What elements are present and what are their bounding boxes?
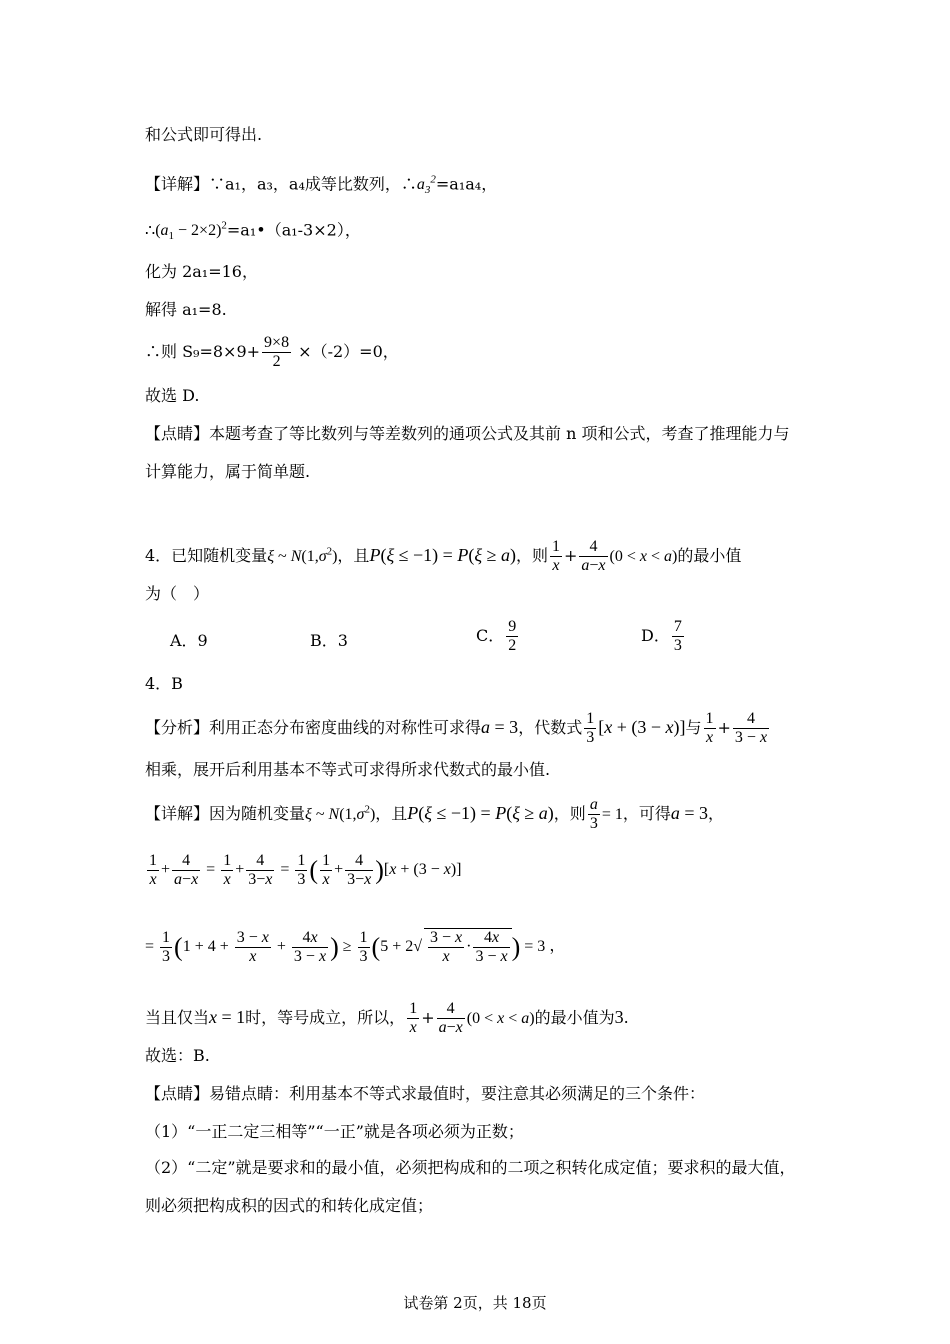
- math-a3-squared: $a_3^2$: [416, 174, 436, 197]
- text: 本题考查了等比数列与等差数列的通项公式及其前 n 项和公式，考查了推理能力与: [209, 424, 790, 443]
- option-d: D． $\frac{7}{3}$: [641, 618, 682, 654]
- section-tag: 【分析】: [145, 718, 210, 737]
- option-b: B．3: [310, 631, 348, 650]
- section-tag: 【点睛】: [145, 1084, 210, 1103]
- text: =a₁a₄，: [435, 174, 498, 194]
- math-range: (0 < x < a): [609, 548, 678, 565]
- text: ∴则 S₉=8×9+: [145, 342, 261, 361]
- text-line: 则必须把构成积的因式的和转化成定值；: [145, 1196, 434, 1215]
- math-expression: $(a_1 - 2\times 2)^2$: [155, 220, 227, 243]
- equation-line: [145, 216, 361, 247]
- therefore-symbol: ∴: [145, 220, 156, 240]
- text-line: 故选 D.: [145, 386, 200, 405]
- text-line: 和公式即可得出.: [145, 125, 263, 144]
- page-footer: 试卷第 2页，共 18页: [403, 1294, 547, 1312]
- sum-line: [145, 334, 399, 371]
- condition-line: 当且仅当x = 1时，等号成立，所以， $\frac{1}{x}$ + $\frac{4}{a-x}$ (0 < x < a)的最小值为3.: [145, 1000, 629, 1036]
- detail-line: 【详解】因为随机变量ξ ~ $N(1,\sigma^2)$，且P(ξ ≤ −1) = P(ξ ≥ a)，则 $\frac{a}{3}$ = 1，可得a = 3，: [145, 796, 725, 832]
- text-line: （2）“二定”就是要求和的最小值，必须把构成和的二项之积转化成定值；要求积的最大值，: [145, 1158, 796, 1177]
- text-line: 化为 2a₁=16，: [145, 262, 258, 281]
- math-probability: P(ξ ≤ −1) = P(ξ ≥ a): [369, 545, 516, 565]
- text-line: 计算能力，属于简单题.: [145, 462, 311, 481]
- tip-line: 【点睛】易错点睛：利用基本不等式求最值时，要注意其必须满足的三个条件：: [145, 1084, 706, 1103]
- math-distribution: ξ ~ $N(1,\sigma^2)$: [267, 545, 338, 565]
- answer-key: 4．B: [145, 674, 183, 693]
- text: =a₁•（a₁-3×2），: [226, 220, 361, 240]
- fraction: $\frac{9\times 8}{2}$: [264, 334, 290, 370]
- text: ∵a₁，a₃，a₄成等比数列，∴: [209, 174, 417, 194]
- text-line: 为（ ）: [145, 584, 210, 603]
- comment-line: [145, 424, 790, 444]
- text-line: 相乘，展开后利用基本不等式可求得所求代数式的最小值.: [145, 760, 551, 779]
- fraction: $\frac{1}{x}$: [551, 538, 560, 574]
- option-c: C． $\frac{9}{2}$: [476, 618, 517, 654]
- text-line: 解得 a₁=8.: [145, 300, 227, 319]
- section-tag: 【点睛】: [145, 424, 210, 443]
- equation-line: $\frac{1}{x}$ + $\frac{4}{a-x}$ = $\frac{1}{x}$ + $\frac{4}{3-x}$ = $\frac{1}{3}$ ( $\frac{1}{x}$ + $\frac{4}{3-x}$ )[x + (3 − x)]: [149, 852, 462, 888]
- question-stem: 4．已知随机变量ξ ~ $N(1,\sigma^2)$，且P(ξ ≤ −1) = P(ξ ≥ a)，则 $\frac{1}{x}$ + $\frac{4}{a-x}$ (0 < x < a)的最小值: [145, 538, 742, 574]
- section-tag: 【详解】: [145, 174, 210, 194]
- section-tag: 【详解】: [145, 804, 210, 823]
- detail-line: [145, 170, 497, 201]
- fraction: $\frac{4}{a-x}$: [581, 538, 606, 574]
- equation-line: = $\frac{1}{3}$ (1 + 4 + $\frac{3 - x}{x}$ + $\frac{4x}{3 - x}$ ) ≥ $\frac{1}{3}$ (5 + 2√ $\frac{3 - x}{x}$ · $\frac{4x}{3 - x}$ ) = 3 ，: [145, 928, 566, 965]
- text-line: （1）“一正二定三相等”“一正”就是各项必须为正数；: [145, 1122, 524, 1141]
- text: ×（-2）=0，: [298, 342, 399, 361]
- option-a: A．9: [170, 631, 208, 650]
- analysis-line: 【分析】利用正态分布密度曲线的对称性可求得a = 3，代数式 $\frac{1}{3}$ [x + (3 − x)]与 $\frac{1}{x}$ + $\frac{4}{3 - x}$: [145, 710, 768, 746]
- text-line: 故选：B.: [145, 1046, 210, 1065]
